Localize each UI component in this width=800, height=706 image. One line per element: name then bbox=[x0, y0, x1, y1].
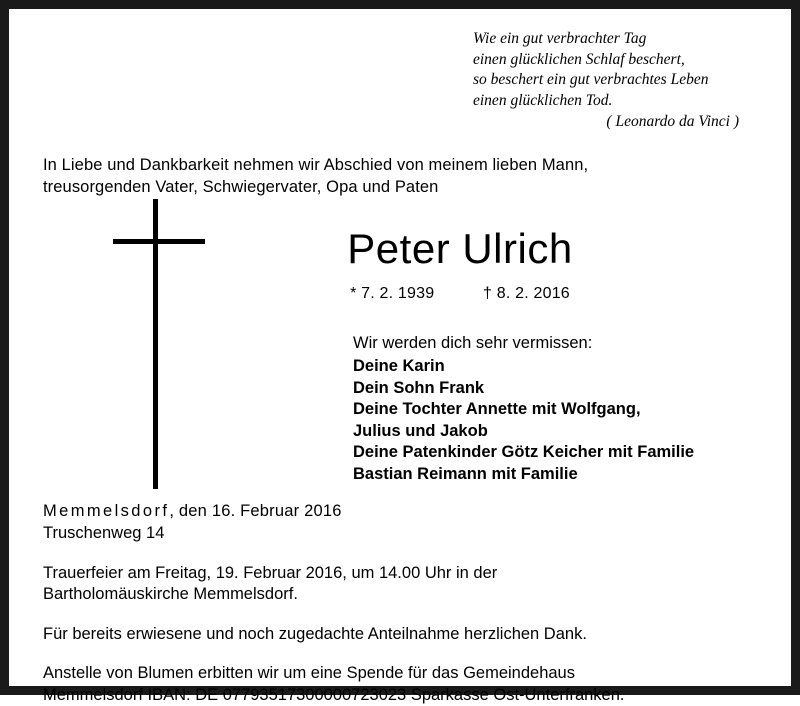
obituary-inner bbox=[9, 9, 791, 704]
death-date: † 8. 2. 2016 bbox=[482, 285, 570, 303]
list-item: Dein Sohn Frank bbox=[353, 378, 485, 397]
intro-paragraph bbox=[43, 155, 757, 199]
verse-line-1: Wie ein gut verbrachter Tag bbox=[473, 30, 647, 47]
cross-horizontal-bar bbox=[113, 239, 205, 244]
list-item: Deine Patenkinder Götz Keicher mit Familie bbox=[353, 443, 695, 462]
town-name: Memmelsdorf bbox=[43, 502, 170, 520]
street-address: Truschenweg 14 bbox=[43, 524, 165, 543]
funeral-service-info bbox=[43, 563, 765, 606]
verse-line-4: einen glücklichen Tod. bbox=[473, 91, 613, 109]
verse-line-2: einen glücklichen Schlaf beschert, bbox=[473, 50, 685, 68]
survivors-list bbox=[353, 356, 757, 485]
donation-line-1: Anstelle von Blumen erbitten wir um eine Spende für das Gemeindehaus bbox=[43, 664, 575, 683]
christian-cross-icon bbox=[113, 199, 205, 489]
list-item: Deine Karin bbox=[353, 357, 445, 376]
verse-block bbox=[473, 29, 757, 133]
footer-block bbox=[43, 501, 765, 706]
date-text: , den 16. Februar 2016 bbox=[169, 502, 342, 520]
verse-line-3: so beschert ein gut verbrachtes Leben bbox=[473, 71, 709, 89]
birth-date: * 7. 2. 1939 bbox=[350, 285, 435, 303]
list-item: Deine Tochter Annette mit Wolfgang, bbox=[353, 400, 641, 419]
service-line-2: Bartholomäuskirche Memmelsdorf. bbox=[43, 585, 298, 604]
thanks-paragraph: Für bereits erwiesene und noch zugedachte Anteilnahme herzlichen Dank. bbox=[43, 624, 587, 643]
intro-line-1: In Liebe und Dankbarkeit nehmen wir Abschied von meinem lieben Mann, bbox=[43, 156, 589, 175]
service-line-1: Trauerfeier am Freitag, 19. Februar 2016, um 14.00 Uhr in der bbox=[43, 563, 498, 582]
deceased-dates bbox=[163, 285, 757, 303]
list-item: Julius und Jakob bbox=[353, 421, 488, 440]
survivors-lead: Wir werden dich sehr vermissen: bbox=[353, 334, 593, 353]
deceased-name: Peter Ulrich bbox=[347, 224, 573, 272]
donation-info bbox=[43, 663, 765, 706]
verse-attribution: ( Leonardo da Vinci ) bbox=[606, 113, 739, 131]
donation-line-2: Memmelsdorf IBAN: DE 07793517300000723023 Sparkasse Ost-Unterfranken. bbox=[43, 685, 625, 704]
place-and-date bbox=[43, 501, 765, 522]
intro-line-2: treusorgenden Vater, Schwiegervater, Opa und Paten bbox=[43, 177, 439, 196]
list-item: Bastian Reimann mit Familie bbox=[353, 464, 578, 483]
